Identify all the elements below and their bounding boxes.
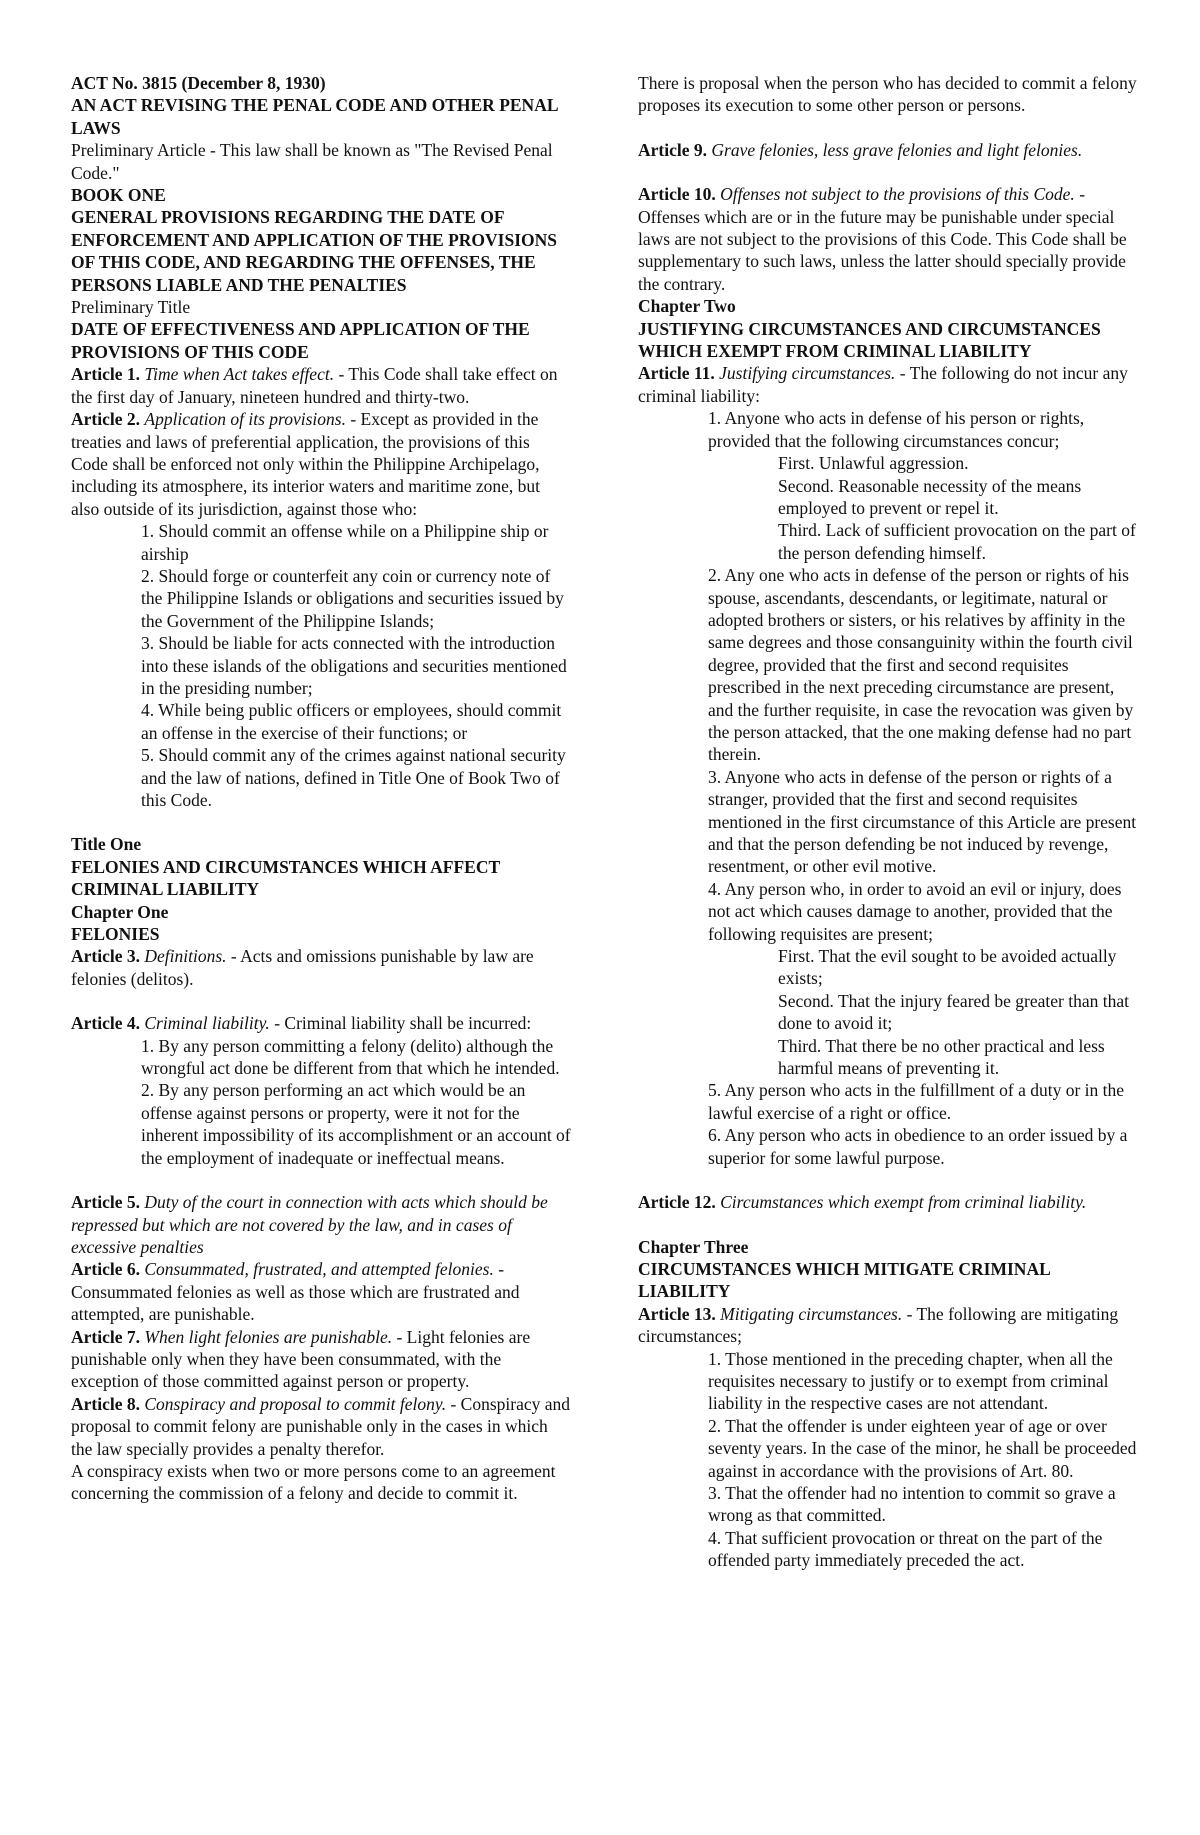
article-title: When light felonies are punishable.: [144, 1326, 393, 1347]
article-title: Grave felonies, less grave felonies and light felonies.: [711, 139, 1083, 160]
list-item: 1. Those mentioned in the preceding chapter, when all the requisites necessary to justify or to exempt from criminal liability in the respective cases are not attendant.: [708, 1348, 1113, 1414]
paragraph: Preliminary Title: [71, 297, 191, 318]
article-title: Mitigating circumstances.: [720, 1303, 903, 1324]
article-body: - The following do not incur any criminal liability:: [638, 363, 1128, 406]
paragraph-spacer: [638, 117, 1138, 139]
article-title: Circumstances which exempt from criminal liability.: [720, 1192, 1087, 1213]
list-item: 4. That sufficient provocation or threat on the part of the offended party immediately preceded the act.: [708, 1527, 1103, 1571]
left-column: [71, 72, 571, 1505]
article-number: Article 5.: [71, 1192, 140, 1213]
article-body: - Acts and omissions punishable by law are felonies (delitos).: [71, 946, 534, 989]
article-number: Article 4.: [71, 1013, 140, 1034]
article-body: - Criminal liability shall be incurred:: [269, 1013, 532, 1034]
article-paragraph: [638, 183, 1138, 295]
article-paragraph: [71, 1258, 571, 1325]
list-item: 2. Should forge or counterfeit any coin or currency note of the Philippine Islands or obligations and securities issued by the Government of the Philippine Islands;: [141, 565, 564, 631]
heading: Chapter Three: [638, 1236, 749, 1257]
heading: Chapter One: [71, 901, 169, 922]
list-item: First. That the evil sought to be avoided actually exists;: [778, 946, 1117, 989]
heading: CIRCUMSTANCES WHICH MITIGATE CRIMINAL LIABILITY: [638, 1258, 1050, 1302]
article-number: Article 11.: [638, 363, 715, 384]
right-column: [638, 72, 1138, 1572]
article-number: Article 3.: [71, 946, 140, 967]
list-item: Second. That the injury feared be greater than that done to avoid it;: [778, 990, 1129, 1034]
paragraph-spacer: [71, 1169, 571, 1191]
list-item: 2. By any person performing an act which would be an offense against persons or property, were it not for the inherent impossibility of its accomplishment or an account of the employment of inadequate or ineffectual means.: [141, 1080, 571, 1168]
paragraph: A conspiracy exists when two or more persons come to an agreement concerning the commission of a felony and decide to commit it.: [71, 1460, 556, 1504]
article-paragraph: [71, 945, 571, 990]
article-paragraph: [638, 1303, 1138, 1348]
article-number: Article 13.: [638, 1303, 716, 1324]
list-item: Third. That there be no other practical and less harmful means of preventing it.: [778, 1035, 1105, 1079]
article-number: Article 9.: [638, 139, 707, 160]
list-item: 2. Any one who acts in defense of the person or rights of his spouse, ascendants, descendants, or legitimate, natural or adopted brothers or sisters, or his relatives by affinity in the same degrees and those consanguinity within the fourth civil degree, provided that the first and second requisites prescribed in the next preceding circumstance are present, and the further requisite, in case the revocation was given by the person attacked, that the one making defense had no part therein.: [708, 565, 1134, 765]
article-title: Conspiracy and proposal to commit felony.: [144, 1393, 447, 1414]
article-title: Duty of the court in connection with acts which should be repressed but which are not covered by the law, and in cases of excessive penalties: [71, 1192, 548, 1257]
list-item: 1. Anyone who acts in defense of his person or rights, provided that the following circumstances concur;: [708, 408, 1085, 451]
heading: Title One: [71, 834, 142, 855]
paragraph: There is proposal when the person who has decided to commit a felony proposes its execution to some other person or persons.: [638, 73, 1137, 116]
list-item: 4. Any person who, in order to avoid an evil or injury, does not act which causes damage to another, provided that the following requisites are present;: [708, 878, 1122, 944]
article-number: Article 12.: [638, 1192, 716, 1213]
list-item: 6. Any person who acts in obedience to an order issued by a superior for some lawful purpose.: [708, 1125, 1128, 1168]
article-paragraph: [71, 1191, 571, 1258]
article-paragraph: [638, 362, 1138, 407]
list-item: 1. Should commit an offense while on a Philippine ship or airship: [141, 521, 549, 564]
article-paragraph: [71, 1012, 571, 1034]
list-item: 5. Should commit any of the crimes against national security and the law of nations, defined in Title One of Book Two of this Code.: [141, 745, 566, 810]
paragraph-spacer: [71, 811, 571, 833]
paragraph-spacer: [638, 1214, 1138, 1236]
article-title: Time when Act takes effect.: [144, 364, 335, 385]
article-title: Application of its provisions.: [144, 409, 346, 430]
heading: DATE OF EFFECTIVENESS AND APPLICATION OF THE PROVISIONS OF THIS CODE: [71, 319, 530, 362]
heading: ACT No. 3815 (December 8, 1930): [71, 73, 326, 93]
article-body: - Light felonies are punishable only when they have been consummated, with the exception of those committed against person or property.: [71, 1326, 531, 1392]
heading: JUSTIFYING CIRCUMSTANCES AND CIRCUMSTANCES WHICH EXEMPT FROM CRIMINAL LIABILITY: [638, 318, 1101, 362]
list-item: 2. That the offender is under eighteen year of age or over seventy years. In the case of the minor, he shall be proceeded against in accordance with the provisions of Art. 80.: [708, 1415, 1137, 1481]
heading: FELONIES: [71, 924, 160, 945]
list-item: 4. While being public officers or employees, should commit an offense in the exercise of their functions; or: [141, 700, 562, 743]
article-number: Article 8.: [71, 1393, 140, 1414]
article-title: Consummated, frustrated, and attempted felonies.: [144, 1259, 494, 1280]
heading: AN ACT REVISING THE PENAL CODE AND OTHER PENAL LAWS: [71, 95, 558, 138]
article-number: Article 2.: [71, 409, 140, 430]
article-paragraph: [638, 1191, 1138, 1213]
article-paragraph: [638, 139, 1138, 161]
list-item: 3. That the offender had no intention to commit so grave a wrong as that committed.: [708, 1482, 1116, 1526]
article-number: Article 6.: [71, 1259, 140, 1280]
article-title: Criminal liability.: [144, 1013, 270, 1034]
article-title: Offenses not subject to the provisions of this Code.: [720, 184, 1075, 205]
paragraph-spacer: [638, 161, 1138, 183]
list-item: 1. By any person committing a felony (delito) although the wrongful act done be different from that which he intended.: [141, 1035, 560, 1079]
list-item: Third. Lack of sufficient provocation on the part of the person defending himself.: [778, 520, 1136, 563]
article-body: - Offenses which are or in the future may be punishable under special laws are not subject to the provisions of this Code. This Code shall be supplementary to such laws, unless the latter should specially provide the contrary.: [638, 184, 1127, 294]
heading: BOOK ONE: [71, 185, 166, 206]
article-body: - Conspiracy and proposal to commit felony are punishable only in the cases in which the law specially provides a penalty therefor.: [71, 1393, 571, 1459]
article-number: Article 1.: [71, 364, 140, 385]
heading: FELONIES AND CIRCUMSTANCES WHICH AFFECT CRIMINAL LIABILITY: [71, 856, 500, 900]
heading: GENERAL PROVISIONS REGARDING THE DATE OF ENFORCEMENT AND APPLICATION OF THE PROVISIONS OF THIS CODE, AND REGARDING THE OFFENSES, THE PERSONS LIABLE AND THE PENALTIES: [71, 207, 558, 295]
article-paragraph: [71, 408, 571, 520]
article-paragraph: [71, 1393, 571, 1460]
paragraph: Preliminary Article - This law shall be known as "The Revised Penal Code.": [71, 140, 553, 183]
list-item: 3. Should be liable for acts connected with the introduction into these islands of the obligations and securities mentioned in the presiding number;: [141, 633, 567, 698]
article-title: Justifying circumstances.: [719, 363, 896, 384]
article-body: - This Code shall take effect on the first day of January, nineteen hundred and thirty-two.: [71, 364, 558, 407]
list-item: 3. Anyone who acts in defense of the person or rights of a stranger, provided that the first and second requisites mentioned in the first circumstance of this Article are present and that the person defending be not induced by revenge, resentment, or other evil motive.: [708, 766, 1137, 877]
article-body: - The following are mitigating circumstances;: [638, 1303, 1119, 1347]
list-item: 5. Any person who acts in the fulfillment of a duty or in the lawful exercise of a right or office.: [708, 1080, 1125, 1123]
article-paragraph: [71, 1326, 571, 1393]
list-item: Second. Reasonable necessity of the means employed to prevent or repel it.: [778, 475, 1082, 518]
heading: Chapter Two: [638, 296, 736, 317]
paragraph-spacer: [71, 990, 571, 1012]
article-title: Definitions.: [144, 946, 227, 967]
list-item: First. Unlawful aggression.: [778, 453, 969, 474]
paragraph-spacer: [638, 1169, 1138, 1191]
article-body: - Consummated felonies as well as those which are frustrated and attempted, are punishable.: [71, 1259, 520, 1325]
article-body: - Except as provided in the treaties and laws of preferential application, the provisions of this Code shall be enforced not only within the Philippine Archipelago, including its atmosphere, its interior waters and maritime zone, but also outside of its jurisdiction, against those who:: [71, 409, 540, 519]
article-number: Article 7.: [71, 1326, 140, 1347]
article-number: Article 10.: [638, 184, 716, 205]
article-paragraph: [71, 363, 571, 408]
